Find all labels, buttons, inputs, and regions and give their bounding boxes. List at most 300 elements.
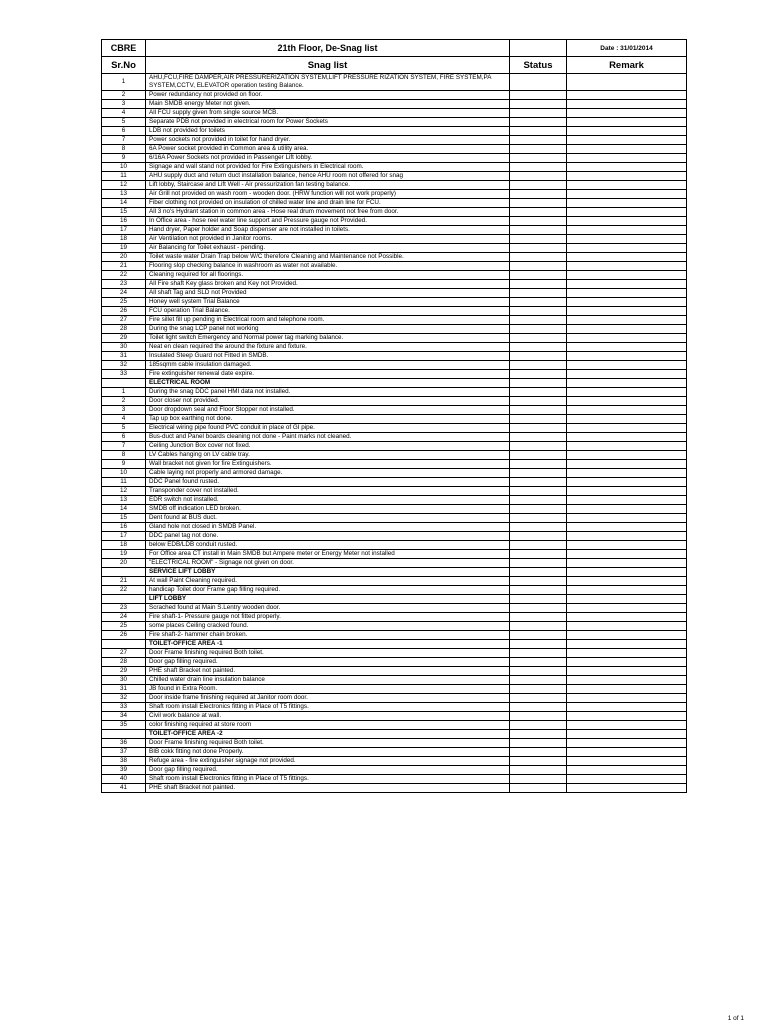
- row-sr-no: 20: [102, 559, 146, 568]
- row-remark-cell: [567, 217, 687, 226]
- table-row: [102, 325, 687, 334]
- row-remark-cell: [567, 640, 687, 649]
- row-status-cell: [510, 568, 567, 577]
- row-sr-no: 8: [102, 145, 146, 154]
- table-row: [102, 478, 687, 487]
- row-remark-cell: [567, 406, 687, 415]
- row-remark-cell: [567, 334, 687, 343]
- row-remark-cell: [567, 298, 687, 307]
- row-sr-no: 1: [102, 388, 146, 397]
- row-status-cell: [510, 712, 567, 721]
- table-row: [102, 586, 687, 595]
- row-status-cell: [510, 406, 567, 415]
- row-remark-cell: [567, 253, 687, 262]
- row-sr-no: 23: [102, 604, 146, 613]
- row-remark-cell: [567, 181, 687, 190]
- row-sr-no: 28: [102, 658, 146, 667]
- table-row: [102, 631, 687, 640]
- table-row: [102, 487, 687, 496]
- row-snag-text: Door dropdown seal and Floor Stopper not installed.: [146, 406, 510, 415]
- row-remark-cell: [567, 199, 687, 208]
- row-remark-cell: [567, 451, 687, 460]
- row-remark-cell: [567, 262, 687, 271]
- row-status-cell: [510, 586, 567, 595]
- table-row: [102, 343, 687, 352]
- row-status-cell: [510, 262, 567, 271]
- row-status-cell: [510, 424, 567, 433]
- row-status-cell: [510, 244, 567, 253]
- table-row: [102, 433, 687, 442]
- row-sr-no: 2: [102, 397, 146, 406]
- row-status-cell: [510, 217, 567, 226]
- table-row: [102, 775, 687, 784]
- row-snag-text: Scrached found at Main S.Lentry wooden door.: [146, 604, 510, 613]
- row-snag-text: Gland hole not closed in SMDB Panel.: [146, 523, 510, 532]
- table-row: [102, 91, 687, 100]
- row-status-cell: [510, 523, 567, 532]
- row-remark-cell: [567, 307, 687, 316]
- row-remark-cell: [567, 91, 687, 100]
- row-sr-no: 33: [102, 370, 146, 379]
- row-sr-no: 23: [102, 280, 146, 289]
- row-snag-text: Power redundancy not provided on floor.: [146, 91, 510, 100]
- table-row: [102, 649, 687, 658]
- row-sr-no: 14: [102, 505, 146, 514]
- table-row: [102, 190, 687, 199]
- table-row: [102, 694, 687, 703]
- row-snag-text: Refuge area - fire extinguisher signage not provided.: [146, 757, 510, 766]
- row-status-cell: [510, 109, 567, 118]
- row-remark-cell: [567, 208, 687, 217]
- header-status-blank: [510, 40, 567, 57]
- row-sr-no: 11: [102, 172, 146, 181]
- row-snag-text: Cable laying not properly and armored damage.: [146, 469, 510, 478]
- col-snag-header: Snag list: [146, 57, 510, 74]
- row-sr-no: 38: [102, 757, 146, 766]
- table-row: [102, 757, 687, 766]
- table-row: [102, 613, 687, 622]
- row-snag-text: below EDB/LDB conduit rusted.: [146, 541, 510, 550]
- col-remark-header: Remark: [567, 57, 687, 74]
- row-remark-cell: [567, 74, 687, 91]
- row-sr-no: 39: [102, 766, 146, 775]
- row-snag-text: Chilled water drain line insulation balance: [146, 676, 510, 685]
- row-remark-cell: [567, 739, 687, 748]
- row-remark-cell: [567, 658, 687, 667]
- section-title: LIFT LOBBY: [146, 595, 510, 604]
- row-snag-text: Ceiling Junction Box cover not fixed.: [146, 442, 510, 451]
- row-snag-text: Cleaning required for all floorings.: [146, 271, 510, 280]
- row-sr-no: 19: [102, 550, 146, 559]
- table-row: [102, 550, 687, 559]
- row-remark-cell: [567, 469, 687, 478]
- table-row: [102, 352, 687, 361]
- row-snag-text: For Office area CT install in Main SMDB but Ampere meter or Energy Meter not installed: [146, 550, 510, 559]
- table-row: [102, 262, 687, 271]
- row-status-cell: [510, 91, 567, 100]
- row-status-cell: [510, 784, 567, 793]
- row-status-cell: [510, 154, 567, 163]
- row-remark-cell: [567, 235, 687, 244]
- table-row: [102, 199, 687, 208]
- row-status-cell: [510, 199, 567, 208]
- row-snag-text: DDC Panel found rusted.: [146, 478, 510, 487]
- row-remark-cell: [567, 532, 687, 541]
- row-sr-no: 25: [102, 622, 146, 631]
- row-sr-no: 12: [102, 181, 146, 190]
- table-row: [102, 577, 687, 586]
- row-snag-text: AHU,FCU,FIRE DAMPER,AIR PRESSURERIZATION SYSTEM,LIFT PRESSURE RIZATION SYSTEM, FIRE SYSTEM,PA SYSTEM,CCTV, ELEVATOR operation testing Balance.: [146, 74, 510, 91]
- row-sr-no: 21: [102, 577, 146, 586]
- row-remark-cell: [567, 154, 687, 163]
- row-sr-no: 25: [102, 298, 146, 307]
- row-remark-cell: [567, 748, 687, 757]
- row-remark-cell: [567, 622, 687, 631]
- row-snag-text: Bus-duct and Panel boards cleaning not done - Paint marks not cleaned.: [146, 433, 510, 442]
- row-remark-cell: [567, 433, 687, 442]
- row-remark-cell: [567, 280, 687, 289]
- row-snag-text: Power sockets not provided in toilet for hand dryer.: [146, 136, 510, 145]
- row-snag-text: All FCU supply given from single source MCB.: [146, 109, 510, 118]
- row-remark-cell: [567, 514, 687, 523]
- row-snag-text: Dent found at BUS duct.: [146, 514, 510, 523]
- row-sr-no: 30: [102, 343, 146, 352]
- row-status-cell: [510, 667, 567, 676]
- row-snag-text: some places Ceiling cracked found.: [146, 622, 510, 631]
- row-status-cell: [510, 442, 567, 451]
- row-remark-cell: [567, 397, 687, 406]
- row-status-cell: [510, 388, 567, 397]
- table-row: [102, 712, 687, 721]
- row-status-cell: [510, 343, 567, 352]
- row-snag-text: Fire shaft-1- Pressure gauge not fitted properly.: [146, 613, 510, 622]
- row-sr-no: 17: [102, 226, 146, 235]
- row-status-cell: [510, 118, 567, 127]
- row-snag-text: All shaft Tag and SLD not Provided: [146, 289, 510, 298]
- row-remark-cell: [567, 694, 687, 703]
- table-row: [102, 154, 687, 163]
- row-snag-text: Toilet waste water Drain Trap below W/C therefore Cleaning and Maintenance not Possible.: [146, 253, 510, 262]
- row-remark-cell: [567, 352, 687, 361]
- row-sr-no: 5: [102, 118, 146, 127]
- row-remark-cell: [567, 757, 687, 766]
- row-remark-cell: [567, 361, 687, 370]
- col-srno-header: Sr.No: [102, 57, 146, 74]
- row-snag-text: All Fire shaft Key glass broken and Key not Provided.: [146, 280, 510, 289]
- row-sr-no: 19: [102, 244, 146, 253]
- row-remark-cell: [567, 415, 687, 424]
- row-remark-cell: [567, 721, 687, 730]
- row-status-cell: [510, 613, 567, 622]
- row-snag-text: Honey well system Trial Balance: [146, 298, 510, 307]
- row-status-cell: [510, 190, 567, 199]
- row-sr-no: 32: [102, 694, 146, 703]
- row-status-cell: [510, 622, 567, 631]
- table-row: [102, 217, 687, 226]
- table-row: [102, 280, 687, 289]
- row-sr-no: 15: [102, 208, 146, 217]
- table-row: [102, 100, 687, 109]
- row-sr-no: 16: [102, 217, 146, 226]
- row-snag-text: DDC panel tag not done.: [146, 532, 510, 541]
- row-remark-cell: [567, 667, 687, 676]
- snag-list-table: [101, 39, 687, 793]
- table-row: [102, 460, 687, 469]
- row-remark-cell: [567, 568, 687, 577]
- row-snag-text: color finishing required at store room: [146, 721, 510, 730]
- table-row: [102, 622, 687, 631]
- row-status-cell: [510, 496, 567, 505]
- row-sr-no: 28: [102, 325, 146, 334]
- row-remark-cell: [567, 604, 687, 613]
- row-remark-cell: [567, 388, 687, 397]
- row-remark-cell: [567, 496, 687, 505]
- row-snag-text: Separate PDB not provided in electrical room for Power Sockets: [146, 118, 510, 127]
- sheet-title: 21th Floor, De-Snag list: [146, 40, 510, 57]
- row-remark-cell: [567, 343, 687, 352]
- row-remark-cell: [567, 730, 687, 739]
- table-row: [102, 667, 687, 676]
- row-status-cell: [510, 514, 567, 523]
- row-snag-text: Fire sillet fill up pending in Electrical room and telephone room.: [146, 316, 510, 325]
- table-row: [102, 406, 687, 415]
- table-row: [102, 289, 687, 298]
- row-status-cell: [510, 208, 567, 217]
- row-snag-text: "ELECTRICAL ROOM" - Signage not given on door.: [146, 559, 510, 568]
- row-status-cell: [510, 541, 567, 550]
- table-row: [102, 604, 687, 613]
- row-snag-text: handicap Toilet door Frame gap filling required.: [146, 586, 510, 595]
- row-sr-no: 3: [102, 100, 146, 109]
- row-status-cell: [510, 163, 567, 172]
- table-row: [102, 145, 687, 154]
- row-status-cell: [510, 694, 567, 703]
- row-sr-no: 27: [102, 316, 146, 325]
- page-number: 1 of 1: [727, 1015, 744, 1022]
- column-header-row: [102, 57, 687, 74]
- row-snag-text: Shaft room install Electronics fitting in Place of T5 fittings.: [146, 775, 510, 784]
- row-snag-text: At wall Paint Cleaning required.: [146, 577, 510, 586]
- row-remark-cell: [567, 325, 687, 334]
- table-row: [102, 415, 687, 424]
- row-status-cell: [510, 136, 567, 145]
- table-row: [102, 244, 687, 253]
- row-status-cell: [510, 487, 567, 496]
- row-sr-no: 4: [102, 415, 146, 424]
- table-row: [102, 658, 687, 667]
- table-row: [102, 424, 687, 433]
- row-snag-text: Air Balancing for Toilet exhaust - pending.: [146, 244, 510, 253]
- row-sr-no: 31: [102, 685, 146, 694]
- row-sr-no: 12: [102, 487, 146, 496]
- row-status-cell: [510, 550, 567, 559]
- table-row: [102, 163, 687, 172]
- row-status-cell: [510, 226, 567, 235]
- table-row: [102, 316, 687, 325]
- row-remark-cell: [567, 487, 687, 496]
- row-remark-cell: [567, 676, 687, 685]
- row-status-cell: [510, 316, 567, 325]
- table-row: [102, 74, 687, 91]
- row-snag-text: Toilet light switch Emergency and Normal power tag marking balance.: [146, 334, 510, 343]
- row-remark-cell: [567, 244, 687, 253]
- row-snag-text: SMDB off indication LED broken.: [146, 505, 510, 514]
- row-sr-no: 30: [102, 676, 146, 685]
- table-row: [102, 721, 687, 730]
- row-remark-cell: [567, 550, 687, 559]
- row-status-cell: [510, 757, 567, 766]
- row-sr-no: 6: [102, 433, 146, 442]
- row-status-cell: [510, 649, 567, 658]
- row-remark-cell: [567, 631, 687, 640]
- row-snag-text: Door Frame finishing required Both toilet.: [146, 649, 510, 658]
- row-sr-no: 40: [102, 775, 146, 784]
- row-snag-text: Transponder cover not installed.: [146, 487, 510, 496]
- table-row: [102, 361, 687, 370]
- row-status-cell: [510, 298, 567, 307]
- row-snag-text: EDR switch not installed.: [146, 496, 510, 505]
- table-row: [102, 442, 687, 451]
- table-row: [102, 784, 687, 793]
- row-sr-no: 24: [102, 613, 146, 622]
- row-snag-text: In Office area - hose reel water line support and Pressure gauge not Provided.: [146, 217, 510, 226]
- row-snag-text: Tap up box earthing not done.: [146, 415, 510, 424]
- table-row: [102, 388, 687, 397]
- table-row: [102, 109, 687, 118]
- row-status-cell: [510, 604, 567, 613]
- row-status-cell: [510, 739, 567, 748]
- row-snag-text: AHU supply duct and return duct installation balance, hence AHU room not offered for snag: [146, 172, 510, 181]
- row-status-cell: [510, 505, 567, 514]
- row-snag-text: Neat en clean required the around the fixture and fixture.: [146, 343, 510, 352]
- row-remark-cell: [567, 118, 687, 127]
- row-status-cell: [510, 559, 567, 568]
- row-status-cell: [510, 775, 567, 784]
- row-snag-text: JB found in Extra Room.: [146, 685, 510, 694]
- row-status-cell: [510, 640, 567, 649]
- table-row: [102, 541, 687, 550]
- row-sr-no: 26: [102, 631, 146, 640]
- row-sr-no: 17: [102, 532, 146, 541]
- row-sr-no: 18: [102, 541, 146, 550]
- row-sr-no: 29: [102, 667, 146, 676]
- table-row: [102, 118, 687, 127]
- row-remark-cell: [567, 649, 687, 658]
- row-status-cell: [510, 415, 567, 424]
- row-snag-text: Flooring slop checking balance in washroom as water not available.: [146, 262, 510, 271]
- section-title: TOILET-OFFICE AREA -2: [146, 730, 510, 739]
- row-snag-text: Air Grill not provided on wash room - wooden door. (HRW function will not work properly): [146, 190, 510, 199]
- row-sr-no: [102, 730, 146, 739]
- row-remark-cell: [567, 559, 687, 568]
- row-sr-no: 35: [102, 721, 146, 730]
- row-sr-no: 27: [102, 649, 146, 658]
- row-snag-text: Hand dryer, Paper holder and Soap dispenser are not installed in toilets.: [146, 226, 510, 235]
- row-sr-no: 24: [102, 289, 146, 298]
- row-status-cell: [510, 433, 567, 442]
- row-snag-text: Electrical wiring pipe found PVC conduit in place of GI pipe.: [146, 424, 510, 433]
- row-remark-cell: [567, 478, 687, 487]
- row-snag-text: PHE shaft Bracket not painted.: [146, 784, 510, 793]
- row-remark-cell: [567, 379, 687, 388]
- row-remark-cell: [567, 424, 687, 433]
- row-status-cell: [510, 748, 567, 757]
- row-status-cell: [510, 127, 567, 136]
- row-remark-cell: [567, 577, 687, 586]
- row-sr-no: 26: [102, 307, 146, 316]
- table-row: [102, 370, 687, 379]
- row-remark-cell: [567, 541, 687, 550]
- row-remark-cell: [567, 775, 687, 784]
- row-snag-text: BIB cokk fitting not done Properly.: [146, 748, 510, 757]
- row-status-cell: [510, 766, 567, 775]
- row-snag-text: 185sqmm cable insulation damaged.: [146, 361, 510, 370]
- row-sr-no: 29: [102, 334, 146, 343]
- row-remark-cell: [567, 613, 687, 622]
- company-label: CBRE: [102, 40, 146, 57]
- row-status-cell: [510, 676, 567, 685]
- row-sr-no: 15: [102, 514, 146, 523]
- row-sr-no: 5: [102, 424, 146, 433]
- row-status-cell: [510, 145, 567, 154]
- row-status-cell: [510, 370, 567, 379]
- table-row: [102, 334, 687, 343]
- row-remark-cell: [567, 316, 687, 325]
- row-snag-text: Lift lobby, Staircase and Lift Well - Air pressurization fan testing balance.: [146, 181, 510, 190]
- row-remark-cell: [567, 712, 687, 721]
- row-status-cell: [510, 280, 567, 289]
- row-status-cell: [510, 532, 567, 541]
- row-sr-no: 13: [102, 190, 146, 199]
- row-sr-no: 37: [102, 748, 146, 757]
- table-row: [102, 451, 687, 460]
- row-status-cell: [510, 235, 567, 244]
- row-remark-cell: [567, 145, 687, 154]
- row-status-cell: [510, 397, 567, 406]
- table-row: [102, 127, 687, 136]
- row-remark-cell: [567, 226, 687, 235]
- row-sr-no: 4: [102, 109, 146, 118]
- header-row: [102, 40, 687, 57]
- row-sr-no: 6: [102, 127, 146, 136]
- table-row: [102, 496, 687, 505]
- table-row: [102, 514, 687, 523]
- table-row: [102, 181, 687, 190]
- section-header-row: [102, 730, 687, 739]
- row-snag-text: Fire extinguisher renewal date expire.: [146, 370, 510, 379]
- table-row: [102, 469, 687, 478]
- section-header-row: [102, 595, 687, 604]
- table-row: [102, 748, 687, 757]
- row-snag-text: Signage and wall stand not provided for Fire Extinguishers in Electrical room.: [146, 163, 510, 172]
- table-row: [102, 397, 687, 406]
- row-snag-text: Wall bracket not given for fire Extinguishers.: [146, 460, 510, 469]
- row-sr-no: 41: [102, 784, 146, 793]
- row-remark-cell: [567, 685, 687, 694]
- table-row: [102, 685, 687, 694]
- row-status-cell: [510, 703, 567, 712]
- row-sr-no: 34: [102, 712, 146, 721]
- row-status-cell: [510, 361, 567, 370]
- row-sr-no: 36: [102, 739, 146, 748]
- table-row: [102, 703, 687, 712]
- section-title: SERVICE LIFT LOBBY: [146, 568, 510, 577]
- row-snag-text: Fire shaft-2- hammer chain broken.: [146, 631, 510, 640]
- row-snag-text: Door Frame finishing required Both toilet.: [146, 739, 510, 748]
- row-snag-text: FCU operation Trial Balance.: [146, 307, 510, 316]
- row-status-cell: [510, 478, 567, 487]
- row-snag-text: Door gap filling required.: [146, 658, 510, 667]
